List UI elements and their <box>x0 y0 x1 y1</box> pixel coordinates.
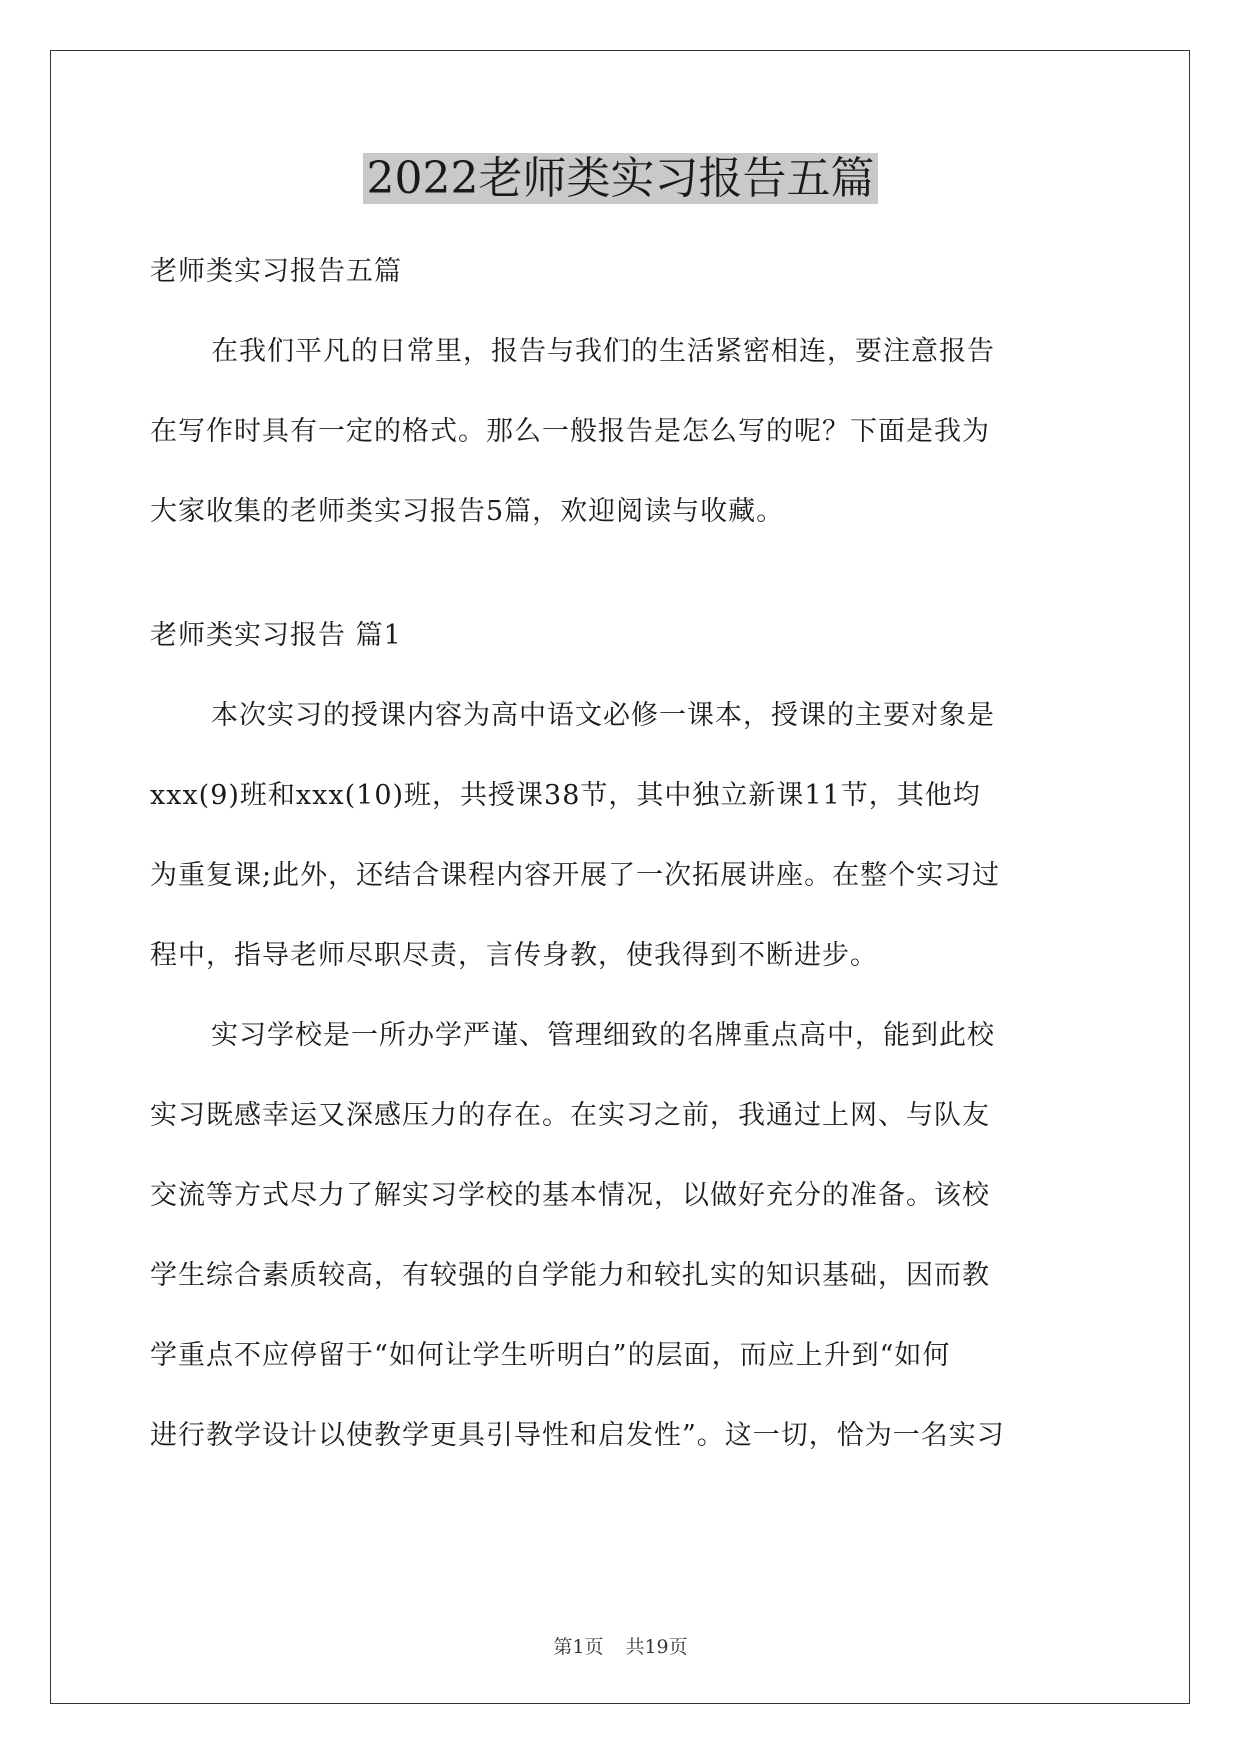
section1-heading: 老师类实习报告 篇1 <box>150 620 402 651</box>
paragraph-line: xxx(9)班和xxx(10)班，共授课38节，其中独立新课11节，其他均 <box>150 780 981 811</box>
section1-paragraph-1 <box>150 676 1090 996</box>
document-title <box>0 150 1241 208</box>
paragraph-line: 实习学校是一所办学严谨、管理细致的名牌重点高中，能到此校 <box>211 1020 995 1051</box>
paragraph-line: 学生综合素质较高，有较强的自学能力和较扎实的知识基础，因而教 <box>150 1260 990 1291</box>
paragraph-line: 进行教学设计以使教学更具引导性和启发性”。这一切，恰为一名实习 <box>150 1420 1005 1451</box>
intro-paragraph <box>150 312 1090 552</box>
subtitle-block <box>150 232 1090 312</box>
paragraph-line: 为重复课;此外，还结合课程内容开展了一次拓展讲座。在整个实习过 <box>150 860 1001 891</box>
section1-paragraph-2 <box>150 996 1090 1476</box>
paragraph-line: 实习既感幸运又深感压力的存在。在实习之前，我通过上网、与队友 <box>150 1100 990 1131</box>
paragraph-line: 交流等方式尽力了解实习学校的基本情况，以做好充分的准备。该校 <box>150 1180 990 1211</box>
section1-heading-block <box>150 596 1090 676</box>
intro-line: 大家收集的老师类实习报告5篇，欢迎阅读与收藏。 <box>150 496 785 527</box>
paragraph-line: 本次实习的授课内容为高中语文必修一课本，授课的主要对象是 <box>211 700 995 731</box>
paragraph-line: 学重点不应停留于“如何让学生听明白”的层面，而应上升到“如何 <box>150 1340 951 1371</box>
page-number: 第1页 <box>553 1636 604 1658</box>
page-footer <box>0 1632 1241 1659</box>
intro-line: 在我们平凡的日常里，报告与我们的生活紧密相连，要注意报告 <box>211 336 995 367</box>
paragraph-line: 程中，指导老师尽职尽责，言传身教，使我得到不断进步。 <box>150 940 878 971</box>
document-title-text: 2022老师类实习报告五篇 <box>363 153 879 204</box>
document-subtitle: 老师类实习报告五篇 <box>150 256 402 287</box>
page-total: 共19页 <box>625 1636 688 1658</box>
intro-line: 在写作时具有一定的格式。那么一般报告是怎么写的呢？下面是我为 <box>150 416 990 447</box>
